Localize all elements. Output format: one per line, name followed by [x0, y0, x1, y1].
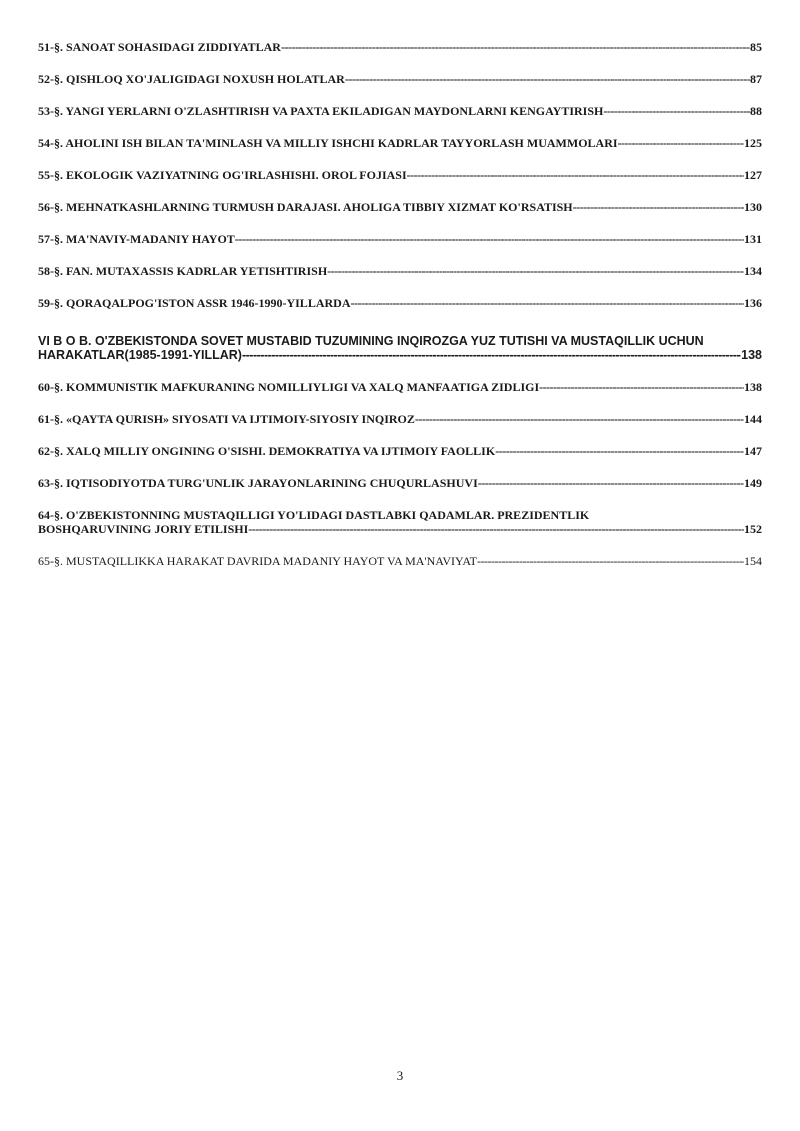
toc-entry-57[interactable] — [38, 232, 762, 246]
dot-leader — [495, 444, 744, 458]
toc-entry-55[interactable] — [38, 168, 762, 182]
dot-leader — [603, 104, 750, 118]
dot-leader — [281, 40, 750, 54]
dot-leader — [345, 72, 750, 86]
toc-chapter-title-line1: VI B O B. O'ZBEKISTONDA SOVET MUSTABID TUZUMINING INQIROZGA YUZ TUTISHI VA MUSTAQILLIK UCHUN — [38, 334, 704, 348]
toc-entry-62[interactable] — [38, 444, 762, 458]
toc-entry-page: 127 — [744, 168, 762, 182]
toc-entry-page: 154 — [744, 554, 762, 568]
toc-entry-title: 54-§. AHOLINI ISH BILAN TA'MINLASH VA MILLIY ISHCHI KADRLAR TAYYORLASH MUAMMOLARI — [38, 136, 618, 150]
toc-entry-59[interactable] — [38, 296, 762, 310]
toc-entry-page: 138 — [744, 380, 762, 394]
toc-entry-title-line1: 64-§. O'ZBEKISTONNING MUSTAQILLIGI YO'LIDAGI DASTLABKI QADAMLAR. PREZIDENTLIK — [38, 508, 590, 522]
toc-entry-page: 136 — [744, 296, 762, 310]
toc-entry-title: 52-§. QISHLOQ XO'JALIGIDAGI NOXUSH HOLATLAR — [38, 72, 345, 86]
toc-entry-56[interactable] — [38, 200, 762, 214]
toc-entry-54[interactable] — [38, 136, 762, 150]
toc-entry-title: 51-§. SANOAT SOHASIDAGI ZIDDIYATLAR — [38, 40, 281, 54]
toc-entry-51[interactable] — [38, 40, 762, 54]
dot-leader — [248, 522, 744, 536]
toc-entry-64[interactable] — [38, 508, 762, 536]
toc-entry-52[interactable] — [38, 72, 762, 86]
toc-entry-title: 53-§. YANGI YERLARNI O'ZLASHTIRISH VA PAXTA EKILADIGAN MAYDONLARNI KENGAYTIRISH — [38, 104, 604, 118]
dot-leader — [477, 554, 744, 568]
dot-leader — [327, 264, 744, 278]
toc-entry-page: 88 — [750, 104, 762, 118]
dot-leader — [618, 136, 744, 150]
dot-leader — [478, 476, 744, 490]
toc-entry-53[interactable] — [38, 104, 762, 118]
toc-entry-title: 61-§. «QAYTA QURISH» SIYOSATI VA IJTIMOIY-SIYOSIY INQIROZ — [38, 412, 415, 426]
toc-chapter-heading[interactable] — [38, 334, 762, 362]
toc-entry-title-line2: BOSHQARUVINING JORIY ETILISHI — [38, 522, 249, 536]
table-of-contents — [38, 40, 762, 586]
toc-entry-title: 65-§. MUSTAQILLIKKA HARAKAT DAVRIDA MADANIY HAYOT VA MA'NAVIYAT — [38, 554, 478, 568]
toc-entry-page: 130 — [744, 200, 762, 214]
toc-entry-title: 58-§. FAN. MUTAXASSIS KADRLAR YETISHTIRISH — [38, 264, 328, 278]
dot-leader — [415, 412, 744, 426]
toc-chapter-title-line2: HARAKATLAR(1985-1991-YILLAR) — [38, 348, 242, 362]
toc-entry-page: 152 — [744, 522, 762, 536]
toc-entry-page: 134 — [744, 264, 762, 278]
toc-entry-title: 62-§. XALQ MILLIY ONGINING O'SISHI. DEMOKRATIYA VA IJTIMOIY FAOLLIK — [38, 444, 496, 458]
toc-entry-page: 144 — [744, 412, 762, 426]
toc-entry-title: 56-§. MEHNATKASHLARNING TURMUSH DARAJASI. AHOLIGA TIBBIY XIZMAT KO'RSATISH — [38, 200, 573, 214]
dot-leader — [407, 168, 744, 182]
toc-entry-61[interactable] — [38, 412, 762, 426]
toc-entry-page: 131 — [744, 232, 762, 246]
toc-entry-60[interactable] — [38, 380, 762, 394]
dot-leader — [242, 348, 741, 362]
toc-entry-page: 85 — [750, 40, 762, 54]
dot-leader — [350, 296, 744, 310]
toc-entry-58[interactable] — [38, 264, 762, 278]
toc-entry-title: 60-§. KOMMUNISTIK MAFKURANING NOMILLIYLIGI VA XALQ MANFAATIGA ZIDLIGI — [38, 380, 540, 394]
page-number: 3 — [396, 1068, 404, 1083]
dot-leader — [573, 200, 744, 214]
dot-leader — [539, 380, 744, 394]
toc-entry-title: 55-§. EKOLOGIK VAZIYATNING OG'IRLASHISHI. OROL FOJIASI — [38, 168, 407, 182]
toc-entry-title: 59-§. QORAQALPOG'ISTON ASSR 1946-1990-YILLARDA — [38, 296, 351, 310]
toc-entry-page: 125 — [744, 136, 762, 150]
toc-entry-page: 149 — [744, 476, 762, 490]
toc-entry-63[interactable] — [38, 476, 762, 490]
dot-leader — [235, 232, 744, 246]
toc-chapter-page: 138 — [741, 348, 762, 362]
toc-entry-65[interactable] — [38, 554, 762, 568]
toc-entry-title: 63-§. IQTISODIYOTDA TURG'UNLIK JARAYONLARINING CHUQURLASHUVI — [38, 476, 478, 490]
toc-entry-title: 57-§. MA'NAVIY-MADANIY HAYOT — [38, 232, 235, 246]
toc-entry-page: 87 — [750, 72, 762, 86]
toc-entry-page: 147 — [744, 444, 762, 458]
